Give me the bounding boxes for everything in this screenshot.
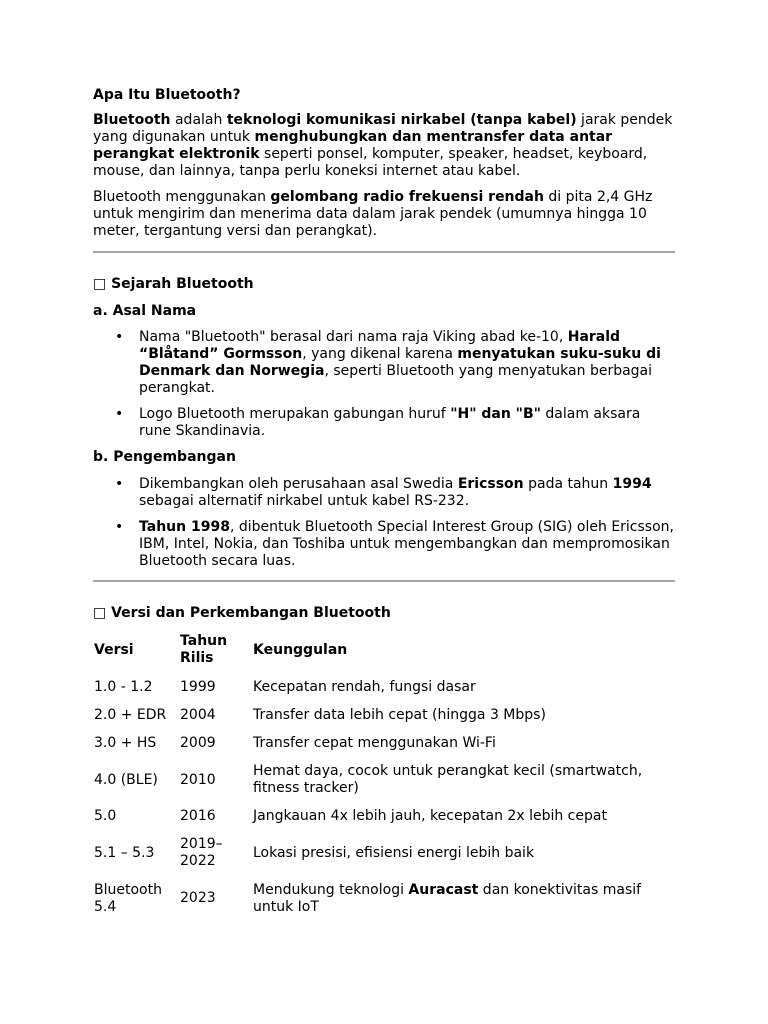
bold-text: Harald “Blåtand” Gormsson	[139, 329, 621, 362]
text-run: Jangkauan 4x lebih jauh, kecepatan 2x lebih cepat	[253, 808, 607, 824]
text-run: , seperti Bluetooth yang menyatukan berbagai perangkat.	[139, 363, 653, 396]
bullet-icon: •	[115, 519, 124, 535]
header-tahun: Tahun Rilis	[180, 633, 228, 666]
text-run: Kecepatan rendah, fungsi dasar	[253, 679, 476, 695]
text-run: , dibentuk Bluetooth Special Interest Group (SIG) oleh Ericsson, IBM, Intel, Nokia, dan Toshiba untuk mengembangkan dan mempromosikan Bluetooth secara luas.	[139, 519, 674, 569]
section-divider	[93, 580, 675, 582]
bold-text: teknologi komunikasi nirkabel (tanpa kabel)	[226, 112, 577, 128]
text-run: Nama "Bluetooth" berasal dari nama raja Viking abad ke-10,	[139, 329, 568, 345]
cell-tahun: 2004	[180, 707, 216, 723]
text-run: dan konektivitas masif untuk IoT	[253, 882, 642, 915]
text-run: seperti ponsel, komputer, speaker, headset, keyboard, mouse, dan lainnya, tanpa perlu koneksi internet atau kabel.	[93, 146, 648, 179]
bold-text: Tahun 1998	[139, 519, 230, 535]
cell-tahun: 2016	[180, 808, 216, 824]
text-run: adalah	[170, 112, 227, 128]
cell-keunggulan	[253, 735, 673, 752]
intro-paragraph-2	[93, 189, 675, 240]
versions-heading: □ Versi dan Perkembangan Bluetooth	[93, 605, 391, 621]
cell-keunggulan	[253, 845, 673, 862]
text-run: Mendukung teknologi	[253, 882, 409, 898]
list-item-logo	[115, 406, 675, 440]
text-run: Logo Bluetooth merupakan gabungan huruf	[139, 406, 451, 422]
cell-keunggulan	[253, 679, 673, 696]
bullet-icon: •	[115, 476, 124, 492]
bold-text: gelombang radio frekuensi rendah	[270, 189, 544, 205]
list-item-name-origin	[115, 329, 675, 397]
cell-keunggulan	[253, 882, 673, 916]
cell-keunggulan	[253, 808, 673, 825]
header-versi: Versi	[94, 642, 134, 658]
section-divider	[93, 251, 675, 253]
text-run: jarak pendek yang digunakan untuk	[93, 112, 673, 145]
text-run: Lokasi presisi, efisiensi energi lebih baik	[253, 845, 535, 861]
bold-text: Auracast	[408, 882, 479, 898]
cell-versi: 5.1 – 5.3	[94, 845, 155, 861]
bold-text: 1994	[612, 476, 652, 492]
cell-versi: 3.0 + HS	[94, 735, 157, 751]
cell-keunggulan	[253, 707, 673, 724]
cell-versi: 2.0 + EDR	[94, 707, 167, 723]
bold-text: Bluetooth	[93, 112, 171, 128]
cell-versi: Bluetooth 5.4	[94, 882, 162, 915]
text-run: Transfer cepat menggunakan Wi-Fi	[253, 735, 496, 751]
origin-subheading: a. Asal Nama	[93, 303, 197, 319]
development-subheading: b. Pengembangan	[93, 449, 236, 465]
bullet-icon: •	[115, 406, 124, 422]
text-run: Dikembangkan oleh perusahaan asal Swedia	[139, 476, 458, 492]
bold-text: "H" dan "B"	[450, 406, 541, 422]
bold-text: menghubungkan dan mentransfer data antar perangkat elektronik	[93, 129, 613, 162]
cell-tahun: 2009	[180, 735, 216, 751]
cell-keunggulan	[253, 763, 673, 797]
text-run: Hemat daya, cocok untuk perangkat kecil (smartwatch, fitness tracker)	[253, 763, 643, 796]
cell-tahun: 1999	[180, 679, 216, 695]
list-item-ericsson	[115, 476, 675, 510]
intro-paragraph-1	[93, 112, 675, 180]
cell-versi: 5.0	[94, 808, 117, 824]
text-run: , yang dikenal karena	[302, 346, 458, 362]
text-run: di pita 2,4 GHz untuk mengirim dan menerima data dalam jarak pendek (umumnya hingga 10 meter, tergantung versi dan perangkat).	[93, 189, 653, 239]
list-item-sig	[115, 519, 675, 570]
bullet-icon: •	[115, 329, 124, 345]
bold-text: Ericsson	[457, 476, 524, 492]
bold-text: menyatukan suku-suku di Denmark dan Norwegia	[139, 346, 661, 379]
cell-tahun: 2010	[180, 772, 216, 788]
cell-versi: 4.0 (BLE)	[94, 772, 158, 788]
text-run: Bluetooth menggunakan	[93, 189, 271, 205]
cell-tahun: 2019–2022	[180, 836, 223, 869]
text-run: pada tahun	[523, 476, 613, 492]
history-heading: □ Sejarah Bluetooth	[93, 276, 254, 292]
text-run: dalam aksara rune Skandinavia.	[139, 406, 641, 439]
cell-tahun: 2023	[180, 890, 216, 906]
text-run: sebagai alternatif nirkabel untuk kabel RS-232.	[139, 493, 470, 509]
intro-heading: Apa Itu Bluetooth?	[93, 87, 241, 103]
header-keunggulan: Keunggulan	[253, 642, 348, 658]
cell-versi: 1.0 - 1.2	[94, 679, 153, 695]
text-run: Transfer data lebih cepat (hingga 3 Mbps)	[253, 707, 546, 723]
